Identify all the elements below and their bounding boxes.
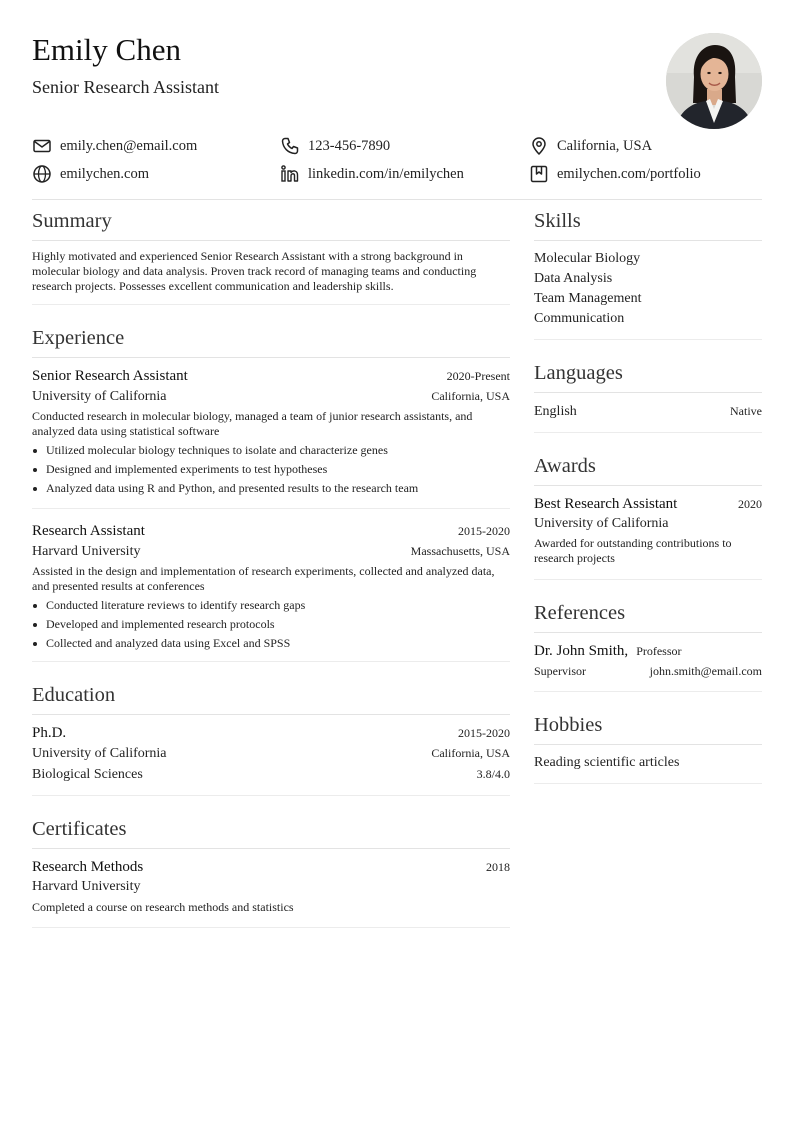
experience-entry — [32, 508, 510, 651]
contact-website[interactable] — [32, 162, 149, 186]
certificate-issuer: Harvard University — [32, 879, 141, 894]
field-of-study: Biological Sciences — [32, 767, 143, 782]
award-year: 2020 — [738, 497, 762, 511]
references-section — [534, 598, 762, 692]
job-location: Massachusetts, USA — [410, 544, 510, 558]
job-dates: 2020-Present — [446, 369, 510, 383]
reference-email[interactable]: john.smith@email.com — [649, 664, 762, 678]
hobby-item: Reading scientific articles — [534, 755, 680, 770]
resume-page — [32, 0, 762, 1123]
award-name: Best Research Assistant — [534, 496, 678, 512]
language-row — [534, 401, 762, 422]
bullet-item: Conducted literature reviews to identify research gaps — [32, 598, 510, 613]
section-heading: Education — [32, 680, 510, 715]
location-text: California, USA — [557, 137, 653, 154]
job-title: Senior Research Assistant — [32, 368, 188, 384]
contact-linkedin[interactable] — [280, 162, 464, 186]
reference-title: Professor — [636, 644, 682, 658]
section-heading: References — [534, 598, 762, 633]
contact-info — [32, 134, 762, 190]
phone-text: 123-456-7890 — [308, 137, 391, 154]
header-divider — [32, 199, 762, 200]
languages-section — [534, 358, 762, 433]
skills-section — [534, 206, 762, 340]
job-bullets — [32, 598, 510, 651]
portfolio-text: emilychen.com/portfolio — [557, 165, 701, 182]
school-location: California, USA — [431, 746, 510, 760]
section-heading: Awards — [534, 451, 762, 486]
contact-email[interactable] — [32, 134, 197, 158]
education-dates: 2015-2020 — [458, 726, 510, 740]
certificate-name: Research Methods — [32, 859, 144, 875]
job-location: California, USA — [431, 389, 510, 403]
employer: Harvard University — [32, 544, 141, 559]
skill-item: Molecular Biology — [534, 251, 641, 266]
job-description: Conducted research in molecular biology, managed a team of junior research assistants, and analyzed data using statistical software — [32, 409, 473, 438]
candidate-title: Senior Research Assistant — [32, 77, 219, 97]
bullet-item: Collected and analyzed data using Excel and SPSS — [32, 636, 510, 651]
avatar — [666, 33, 762, 129]
experience-section — [32, 323, 510, 662]
degree: Ph.D. — [32, 725, 67, 741]
reference-relation: Supervisor — [534, 664, 586, 678]
bullet-item: Utilized molecular biology techniques to isolate and characterize genes — [32, 443, 510, 458]
certificate-description: Completed a course on research methods and statistics — [32, 900, 294, 914]
linkedin-icon — [280, 164, 300, 184]
section-heading: Skills — [534, 206, 762, 241]
skill-item: Data Analysis — [534, 271, 613, 286]
awards-section — [534, 451, 762, 580]
employer: University of California — [32, 389, 167, 404]
experience-entry — [32, 366, 510, 496]
bullet-item: Developed and implemented research protocols — [32, 617, 510, 632]
section-heading: Hobbies — [534, 710, 762, 745]
school: University of California — [32, 746, 167, 761]
certificate-year: 2018 — [486, 860, 510, 874]
skill-item: Team Management — [534, 291, 642, 306]
bullet-item: Designed and implemented experiments to test hypotheses — [32, 462, 510, 477]
language-name: English — [534, 404, 577, 419]
section-heading: Experience — [32, 323, 510, 358]
website-text: emilychen.com — [60, 165, 149, 182]
resume-header — [32, 30, 762, 130]
job-title: Research Assistant — [32, 523, 145, 539]
email-text: emily.chen@email.com — [60, 137, 198, 154]
job-bullets — [32, 443, 510, 496]
job-description: Assisted in the design and implementation of research experiments, collected and analyzed data, and presented results at conferences — [32, 564, 495, 593]
summary-section — [32, 206, 510, 305]
award-org: University of California — [534, 516, 669, 531]
linkedin-text: linkedin.com/in/emilychen — [308, 165, 464, 182]
summary-text: Highly motivated and experienced Senior Research Assistant with a strong background in molecular biology and data analysis. Proven track record of managing teams and conducting research projects. Possesses excellent communication and leadership skills. — [32, 249, 477, 293]
globe-icon — [32, 164, 52, 184]
contact-phone[interactable] — [280, 134, 390, 158]
job-dates: 2015-2020 — [458, 524, 510, 538]
left-column — [32, 206, 510, 946]
reference-name: Dr. John Smith, — [534, 643, 629, 659]
right-column — [534, 206, 762, 802]
language-level: Native — [730, 404, 762, 418]
hobbies-section — [534, 710, 762, 784]
section-heading: Summary — [32, 206, 510, 241]
mail-icon — [32, 136, 52, 156]
gpa: 3.8/4.0 — [476, 767, 510, 781]
candidate-name: Emily Chen — [32, 32, 181, 67]
map-pin-icon — [529, 136, 549, 156]
section-heading: Languages — [534, 358, 762, 393]
certificates-section — [32, 814, 510, 928]
bookmark-icon — [529, 164, 549, 184]
education-section — [32, 680, 510, 796]
award-description: Awarded for outstanding contributions to research projects — [534, 536, 732, 565]
contact-portfolio[interactable] — [529, 162, 701, 186]
bullet-item: Analyzed data using R and Python, and presented results to the research team — [32, 481, 510, 496]
contact-location — [529, 134, 652, 158]
skill-item: Communication — [534, 311, 625, 326]
phone-icon — [280, 136, 300, 156]
section-heading: Certificates — [32, 814, 510, 849]
